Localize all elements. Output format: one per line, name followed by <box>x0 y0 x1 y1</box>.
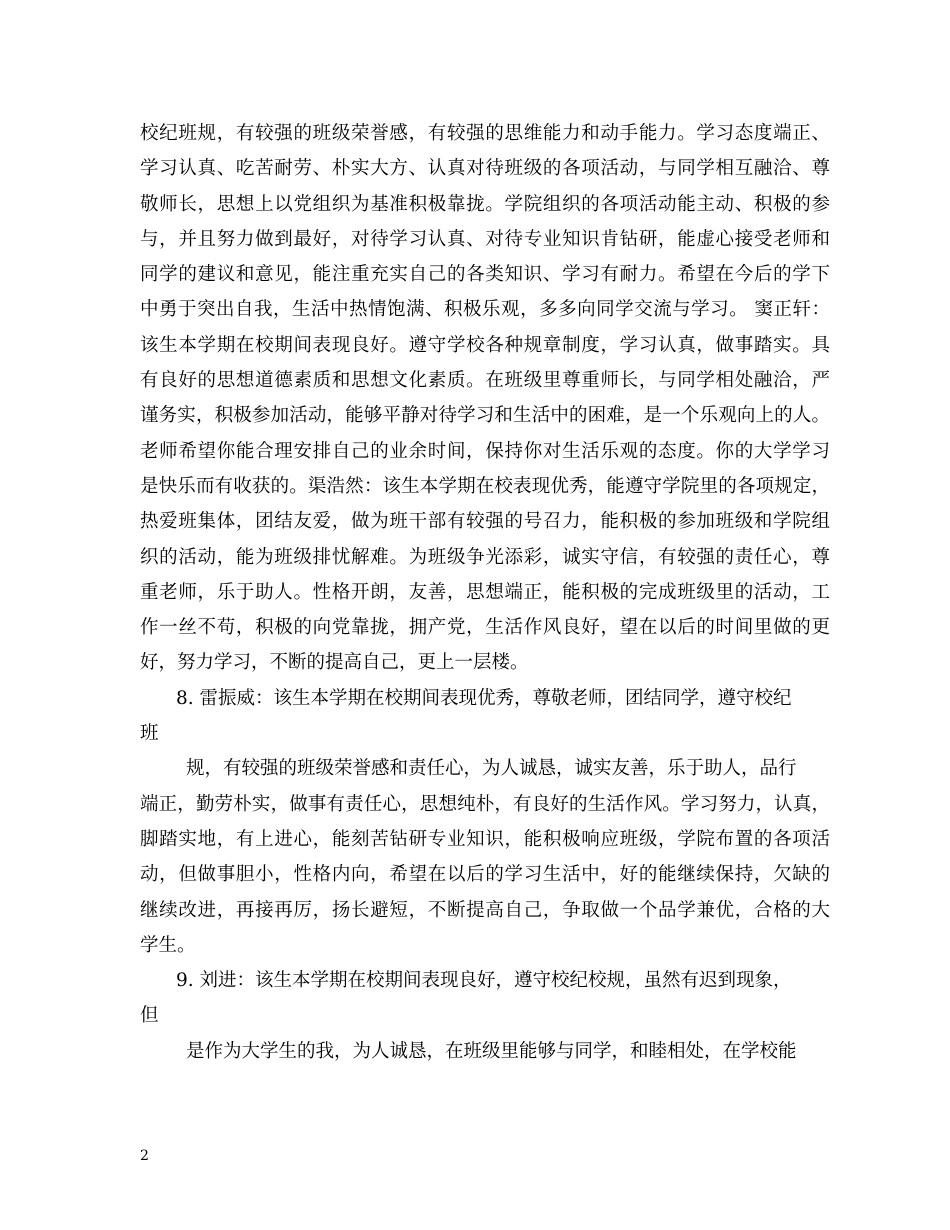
text-line: 校纪班规，有较强的班级荣誉感，有较强的思维能力和动手能力。学习态度端正、 <box>140 123 830 144</box>
text-line: 端正，勤劳朴实，做事有责任心，思想纯朴，有良好的生活作风。学习努力，认真， <box>140 793 830 815</box>
text-line: 重老师，乐于助人。性格开朗，友善，思想端正，能积极的完成班级里的活动，工 <box>140 581 830 603</box>
text-line: 织的活动，能为班级排忧解难。为班级争光添彩，诚实守信，有较强的责任心，尊 <box>140 546 830 568</box>
text-line: 脚踏实地，有上进心，能刻苦钻研专业知识，能积极响应班级，学院布置的各项活 <box>140 828 830 850</box>
text-line: 学习认真、吃苦耐劳、朴实大方、认真对待班级的各项活动，与同学相互融洽、尊 <box>140 158 830 180</box>
text-line: 有良好的思想道德素质和思想文化素质。在班级里尊重师长，与同学相处融洽，严 <box>140 370 830 392</box>
text-line: 好，努力学习，不断的提高自己，更上一层楼。 <box>140 652 529 674</box>
text-line: 是作为大学生的我，为人诚恳，在班级里能够与同学，和睦相处，在学校能 <box>186 1040 797 1062</box>
text-line: 老师希望你能合理安排自己的业余时间，保持你对生活乐观的态度。你的大学学习 <box>140 440 830 462</box>
text-line: 同学的建议和意见，能注重充实自己的各类知识、学习有耐力。希望在今后的学下 <box>140 264 830 286</box>
text-line: 规，有较强的班级荣誉感和责任心，为人诚恳，诚实友善，乐于助人，品行 <box>186 758 797 780</box>
text-line: 中勇于突出自我，生活中热情饱满、积极乐观，多多向同学交流与学习。 窦正轩： <box>140 299 830 321</box>
text-line: 但 <box>140 1005 159 1027</box>
text-line: 作一丝不苟，积极的向党靠拢，拥产党，生活作风良好，望在以后的时间里做的更 <box>140 617 830 639</box>
text-line: 继续改进，再接再厉，扬长避短，不断提高自己，争取做一个品学兼优，合格的大 <box>140 899 830 921</box>
text-line: 谨务实，积极参加活动，能够平静对待学习和生活中的困难，是一个乐观向上的人。 <box>140 405 830 427</box>
document-body <box>140 116 830 1069</box>
text-line: 敬师长，思想上以党组织为基准积极靠拢。学院组织的各项活动能主动、积极的参 <box>140 193 830 215</box>
text-line: 热爱班集体，团结友爱，做为班干部有较强的号召力，能积极的参加班级和学院组 <box>140 511 830 533</box>
list-item-heading: 9. 刘进：该生本学期在校期间表现良好，遵守校纪校规，虽然有迟到现象， <box>176 970 792 992</box>
text-line: 是快乐而有收获的。渠浩然：该生本学期在校表现优秀，能遵守学院里的各项规定， <box>140 475 830 497</box>
text-line: 学生。 <box>140 934 196 956</box>
list-item-heading: 8. 雷振威：该生本学期在校期间表现优秀，尊敬老师，团结同学，遵守校纪 <box>176 687 792 709</box>
text-line: 该生本学期在校期间表现良好。遵守学校各种规章制度，学习认真，做事踏实。具 <box>140 334 830 356</box>
text-line: 动，但做事胆小，性格内向，希望在以后的学习生活中，好的能继续保持，欠缺的 <box>140 864 830 886</box>
text-line: 与，并且努力做到最好，对待学习认真、对待专业知识肯钻研，能虚心接受老师和 <box>140 228 830 250</box>
text-line: 班 <box>140 723 159 745</box>
page-number: 2 <box>140 1148 149 1164</box>
